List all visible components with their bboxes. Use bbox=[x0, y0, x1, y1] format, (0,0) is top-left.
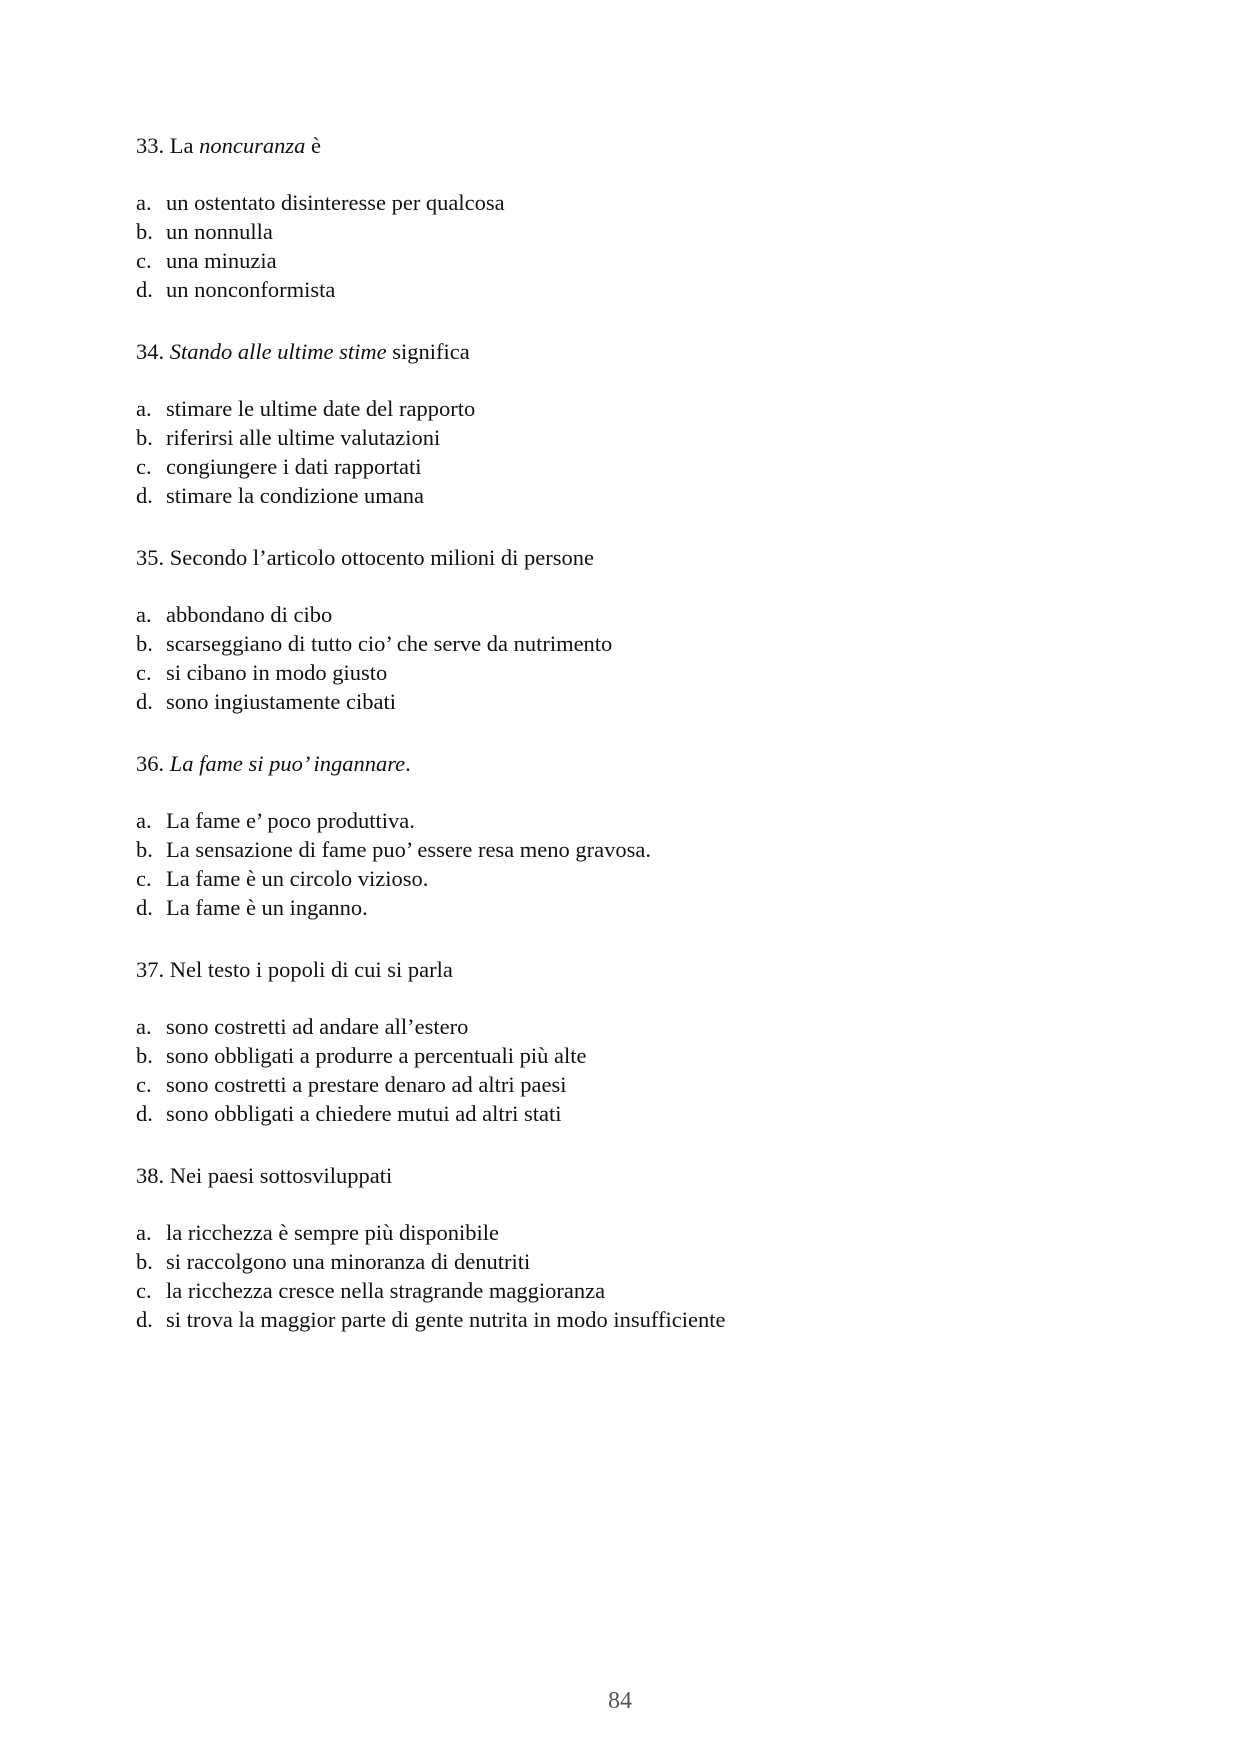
option-a bbox=[136, 188, 1136, 217]
option-letter: c. bbox=[136, 1278, 152, 1303]
question-number: 38. bbox=[136, 1163, 165, 1188]
option-letter: b. bbox=[136, 837, 153, 862]
option-text: La fame è un inganno. bbox=[166, 895, 368, 920]
option-list bbox=[136, 806, 1136, 922]
option-letter: a. bbox=[136, 396, 152, 421]
question-number: 35. bbox=[136, 545, 165, 570]
option-c bbox=[136, 864, 1136, 893]
option-text: stimare le ultime date del rapporto bbox=[166, 396, 476, 421]
option-text: un nonconformista bbox=[166, 277, 336, 302]
stem-italic: Stando alle ultime stime bbox=[169, 339, 387, 364]
option-list bbox=[136, 600, 1136, 716]
option-letter: b. bbox=[136, 1249, 153, 1274]
option-a bbox=[136, 1218, 1136, 1247]
option-text: sono ingiustamente cibati bbox=[166, 689, 396, 714]
stem-text: Nel testo i popoli di cui si parla bbox=[169, 957, 453, 982]
option-b bbox=[136, 629, 1136, 658]
question-stem bbox=[136, 955, 1136, 984]
option-letter: b. bbox=[136, 631, 153, 656]
option-a bbox=[136, 806, 1136, 835]
option-d bbox=[136, 275, 1136, 304]
stem-text: Secondo l’articolo ottocento milioni di persone bbox=[169, 545, 595, 570]
option-list bbox=[136, 394, 1136, 510]
question-number: 34. bbox=[136, 339, 165, 364]
question-38 bbox=[136, 1161, 1136, 1334]
option-text: stimare la condizione umana bbox=[166, 483, 425, 508]
option-text: si cibano in modo giusto bbox=[166, 660, 388, 685]
option-a bbox=[136, 1012, 1136, 1041]
option-text: un nonnulla bbox=[166, 219, 273, 244]
stem-italic: La fame si puo’ ingannare bbox=[169, 751, 406, 776]
option-c bbox=[136, 246, 1136, 275]
question-34 bbox=[136, 337, 1136, 510]
option-d bbox=[136, 893, 1136, 922]
option-text: la ricchezza cresce nella stragrande maggioranza bbox=[166, 1278, 606, 1303]
stem-text-end: è bbox=[310, 133, 321, 158]
option-letter: d. bbox=[136, 1307, 153, 1332]
option-text: sono obbligati a produrre a percentuali più alte bbox=[166, 1043, 587, 1068]
option-d bbox=[136, 1305, 1136, 1334]
option-text: una minuzia bbox=[166, 248, 277, 273]
option-text: congiungere i dati rapportati bbox=[166, 454, 422, 479]
option-c bbox=[136, 1070, 1136, 1099]
option-letter: c. bbox=[136, 248, 152, 273]
option-letter: d. bbox=[136, 277, 153, 302]
option-letter: d. bbox=[136, 483, 153, 508]
option-letter: d. bbox=[136, 1101, 153, 1126]
option-letter: c. bbox=[136, 454, 152, 479]
option-letter: b. bbox=[136, 425, 153, 450]
stem-italic: noncuranza bbox=[199, 133, 306, 158]
question-stem bbox=[136, 337, 1136, 366]
option-letter: b. bbox=[136, 219, 153, 244]
question-number: 33. bbox=[136, 133, 165, 158]
option-letter: d. bbox=[136, 689, 153, 714]
option-list bbox=[136, 188, 1136, 304]
option-text: un ostentato disinteresse per qualcosa bbox=[166, 190, 505, 215]
option-b bbox=[136, 217, 1136, 246]
question-stem bbox=[136, 131, 1136, 160]
option-text: la ricchezza è sempre più disponibile bbox=[166, 1220, 499, 1245]
stem-text-end: . bbox=[405, 751, 411, 776]
option-d bbox=[136, 1099, 1136, 1128]
option-letter: a. bbox=[136, 602, 152, 627]
option-letter: a. bbox=[136, 1014, 152, 1039]
option-b bbox=[136, 835, 1136, 864]
option-letter: a. bbox=[136, 190, 152, 215]
option-list bbox=[136, 1218, 1136, 1334]
option-a bbox=[136, 394, 1136, 423]
question-33 bbox=[136, 131, 1136, 304]
option-letter: c. bbox=[136, 660, 152, 685]
option-text: riferirsi alle ultime valutazioni bbox=[166, 425, 441, 450]
option-b bbox=[136, 423, 1136, 452]
option-b bbox=[136, 1247, 1136, 1276]
option-c bbox=[136, 658, 1136, 687]
question-stem bbox=[136, 749, 1136, 778]
option-text: scarseggiano di tutto cio’ che serve da nutrimento bbox=[166, 631, 613, 656]
question-stem bbox=[136, 543, 1136, 572]
option-a bbox=[136, 600, 1136, 629]
stem-text: La bbox=[169, 133, 194, 158]
option-text: La fame è un circolo vizioso. bbox=[166, 866, 429, 891]
stem-text: Nei paesi sottosviluppati bbox=[169, 1163, 393, 1188]
option-letter: c. bbox=[136, 1072, 152, 1097]
option-text: si trova la maggior parte di gente nutrita in modo insufficiente bbox=[166, 1307, 726, 1332]
question-37 bbox=[136, 955, 1136, 1128]
stem-text-end: significa bbox=[392, 339, 470, 364]
option-letter: a. bbox=[136, 808, 152, 833]
option-letter: a. bbox=[136, 1220, 152, 1245]
option-text: si raccolgono una minoranza di denutriti bbox=[166, 1249, 531, 1274]
question-stem bbox=[136, 1161, 1136, 1190]
option-text: sono costretti a prestare denaro ad altri paesi bbox=[166, 1072, 567, 1097]
question-number: 36. bbox=[136, 751, 165, 776]
question-36 bbox=[136, 749, 1136, 922]
option-text: La sensazione di fame puo’ essere resa meno gravosa. bbox=[166, 837, 652, 862]
option-letter: d. bbox=[136, 895, 153, 920]
option-d bbox=[136, 687, 1136, 716]
option-list bbox=[136, 1012, 1136, 1128]
question-35 bbox=[136, 543, 1136, 716]
option-d bbox=[136, 481, 1136, 510]
question-number: 37. bbox=[136, 957, 165, 982]
option-c bbox=[136, 1276, 1136, 1305]
option-text: abbondano di cibo bbox=[166, 602, 333, 627]
option-letter: b. bbox=[136, 1043, 153, 1068]
option-letter: c. bbox=[136, 866, 152, 891]
option-b bbox=[136, 1041, 1136, 1070]
option-c bbox=[136, 452, 1136, 481]
page-number: 84 bbox=[608, 1688, 632, 1714]
option-text: sono costretti ad andare all’estero bbox=[166, 1014, 469, 1039]
option-text: sono obbligati a chiedere mutui ad altri stati bbox=[166, 1101, 562, 1126]
option-text: La fame e’ poco produttiva. bbox=[166, 808, 415, 833]
